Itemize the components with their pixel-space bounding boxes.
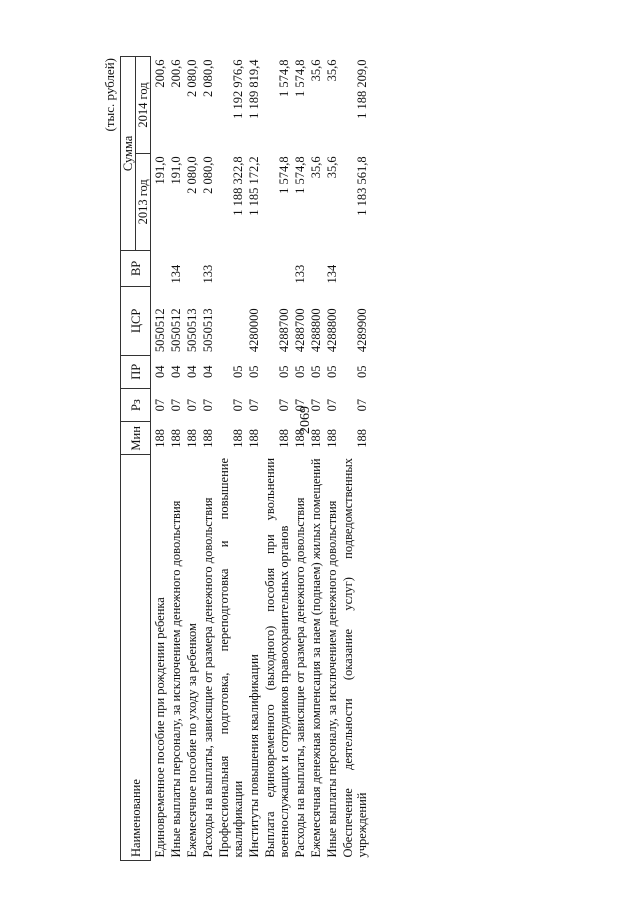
- cell-min: 188: [325, 428, 339, 448]
- cell-pr: 05: [277, 365, 291, 379]
- cell-min: 188: [169, 428, 183, 448]
- cell-csr: 5050513: [201, 308, 215, 353]
- cell-pr: 05: [231, 365, 245, 379]
- cell-csr: 4288700: [293, 308, 307, 353]
- cell-csr: 5050513: [185, 308, 199, 353]
- cell-min: 188: [355, 428, 369, 448]
- cell-min: 188: [247, 428, 261, 448]
- cell-min: 188: [201, 428, 215, 448]
- table-row: [261, 57, 291, 861]
- cell-vr: [307, 250, 323, 286]
- cell-csr: 5050512: [169, 308, 183, 353]
- budget-table: [120, 56, 369, 861]
- table-row: [291, 57, 307, 861]
- cell-csr: 4289900: [355, 308, 369, 353]
- cell-csr: 4288700: [277, 308, 291, 353]
- table-row: [183, 57, 199, 861]
- table-row: [167, 57, 183, 861]
- cell-y2013: 1 574,8: [293, 156, 307, 194]
- cell-csr: 4288800: [325, 308, 339, 353]
- cell-y2013: 2 080,0: [185, 156, 199, 194]
- cell-min: 188: [153, 428, 167, 448]
- rotated-page: [102, 56, 522, 861]
- cell-name: Иные выплаты персоналу, за исключением денежного довольствия: [325, 500, 339, 858]
- cell-y2014: 1 188 209,0: [355, 59, 369, 119]
- cell-rz: 07: [169, 398, 183, 412]
- cell-name: Расходы на выплаты, зависящие от размера денежного довольствия: [201, 497, 215, 858]
- cell-name: Институты повышения квалификации: [247, 654, 261, 858]
- cell-y2013: 1 185 172,2: [247, 156, 261, 216]
- cell-rz: 07: [309, 398, 323, 412]
- cell-csr: 4280000: [247, 308, 261, 353]
- cell-y2013: 35,6: [309, 156, 323, 179]
- cell-y2013: 35,6: [325, 156, 339, 179]
- cell-y2013: 191,0: [169, 156, 183, 185]
- header-min: Мин: [121, 422, 151, 455]
- cell-min: 188: [185, 428, 199, 448]
- cell-rz: 07: [153, 398, 167, 412]
- cell-rz: 07: [293, 398, 307, 412]
- cell-vr: 134: [169, 264, 183, 284]
- cell-pr: 04: [201, 365, 215, 379]
- cell-pr: 04: [169, 365, 183, 379]
- cell-pr: 05: [325, 365, 339, 379]
- cell-name: Расходы на выплаты, зависящие от размера денежного довольствия: [293, 497, 307, 858]
- cell-rz: 07: [247, 398, 261, 412]
- cell-name: Ежемесячная денежная компенсация за наем (поднаем) жилых помещений: [309, 458, 323, 858]
- cell-vr: [245, 250, 261, 286]
- header-2014: 2014 год: [136, 57, 151, 154]
- table-row: [199, 57, 215, 861]
- cell-vr: [151, 250, 168, 286]
- cell-csr: 5050512: [153, 308, 167, 353]
- cell-vr: 134: [325, 264, 339, 284]
- cell-name: Обеспечение деятельности (оказание услуг) подведомственных учреждений: [341, 457, 369, 858]
- cell-y2014: 1 189 819,4: [247, 59, 261, 119]
- cell-y2014: 200,6: [153, 59, 167, 88]
- cell-min: 188: [277, 428, 291, 448]
- cell-y2014: 1 574,8: [277, 59, 291, 97]
- cell-y2014: 200,6: [169, 59, 183, 88]
- page-number: 2069: [298, 406, 313, 434]
- cell-min: 188: [293, 428, 307, 448]
- cell-name: Выплата единовременного (выходного) пособия при увольнении военнослужащих и сотрудников правоохранительных органов: [263, 457, 291, 858]
- cell-pr: 05: [293, 365, 307, 379]
- cell-name: Иные выплаты персоналу, за исключением денежного довольствия: [169, 500, 183, 858]
- cell-rz: 07: [201, 398, 215, 412]
- cell-rz: 07: [231, 398, 245, 412]
- table-row: [339, 57, 369, 861]
- cell-y2014: 2 080,0: [185, 59, 199, 97]
- cell-pr: 04: [153, 365, 167, 379]
- cell-pr: 05: [355, 365, 369, 379]
- cell-rz: 07: [277, 398, 291, 412]
- units-label: (тыс. рублей): [102, 58, 117, 132]
- cell-name: Ежемесячное пособие по уходу за ребенком: [185, 623, 199, 858]
- cell-pr: 05: [247, 365, 261, 379]
- table-row: [307, 57, 323, 861]
- cell-rz: 07: [325, 398, 339, 412]
- cell-vr: [215, 250, 245, 286]
- cell-y2013: 191,0: [153, 156, 167, 185]
- cell-name: Единовременное пособие при рождении ребенка: [153, 597, 167, 858]
- header-vr: ВР: [121, 250, 151, 286]
- cell-min: 188: [231, 428, 245, 448]
- cell-vr: 133: [201, 264, 215, 284]
- cell-vr: [183, 250, 199, 286]
- cell-pr: 05: [309, 365, 323, 379]
- header-pr: ПР: [121, 355, 151, 388]
- cell-y2014: 1 192 976,6: [231, 59, 245, 119]
- cell-y2013: 1 183 561,8: [355, 156, 369, 216]
- cell-vr: 133: [293, 264, 307, 284]
- cell-y2013: 1 574,8: [277, 156, 291, 194]
- cell-csr: 4288800: [309, 308, 323, 353]
- cell-vr: [339, 250, 369, 286]
- cell-y2014: 35,6: [325, 59, 339, 82]
- cell-rz: 07: [355, 398, 369, 412]
- cell-y2014: 2 080,0: [201, 59, 215, 97]
- cell-vr: [261, 250, 291, 286]
- header-sum: Сумма: [121, 57, 136, 251]
- cell-y2014: 35,6: [309, 59, 323, 82]
- table-row: [245, 57, 261, 861]
- header-csr: ЦСР: [121, 287, 151, 356]
- cell-name: Профессиональная подготовка, переподготовка и повышение квалификации: [217, 457, 245, 858]
- cell-min: 188: [309, 428, 323, 448]
- cell-csr: [215, 287, 245, 356]
- cell-y2013: 1 188 322,8: [231, 156, 245, 216]
- cell-pr: 04: [185, 365, 199, 379]
- cell-y2014: 1 574,8: [293, 59, 307, 97]
- cell-rz: 07: [185, 398, 199, 412]
- table-row: [215, 57, 245, 861]
- header-rz: Рз: [121, 388, 151, 421]
- table-row: [151, 57, 168, 861]
- cell-y2013: 2 080,0: [201, 156, 215, 194]
- header-2013: 2013 год: [136, 153, 151, 250]
- header-name: Наименование: [121, 455, 151, 861]
- table-row: [323, 57, 339, 861]
